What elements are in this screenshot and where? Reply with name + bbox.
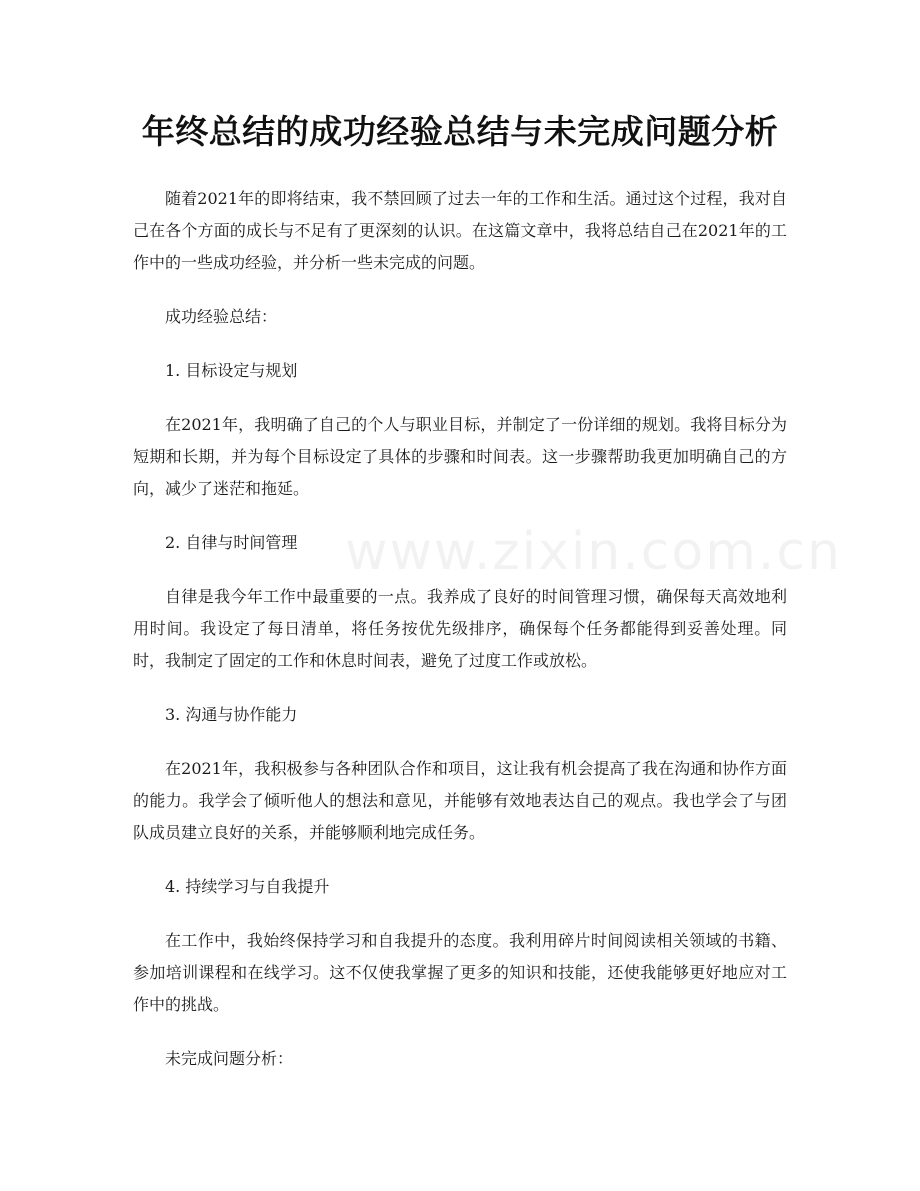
intro-paragraph: 随着2021年的即将结束，我不禁回顾了过去一年的工作和生活。通过这个过程，我对自己在各个方面的成长与不足有了更深刻的认识。在这篇文章中，我将总结自己在2021年的工作中的一些成功经验，并分析一些未完成的问题。: [133, 189, 787, 272]
paragraph-goal-setting: 在2021年，我明确了自己的个人与职业目标，并制定了一份详细的规划。我将目标分为短期和长期，并为每个目标设定了具体的步骤和时间表。这一步骤帮助我更加明确自己的方向，减少了迷茫和拖延。: [133, 415, 787, 498]
section-heading-success: 成功经验总结：: [165, 307, 278, 326]
subheading-self-discipline: 2. 自律与时间管理: [165, 533, 298, 552]
section-heading-unfinished: 未完成问题分析：: [165, 1049, 294, 1068]
paragraph-communication: 在2021年，我积极参与各种团队合作和项目，这让我有机会提高了我在沟通和协作方面的能力。我学会了倾听他人的想法和意见，并能够有效地表达自己的观点。我也学会了与团队成员建立良好的关系，并能够顺利地完成任务。: [133, 759, 787, 842]
subheading-goal-setting: 1. 目标设定与规划: [165, 361, 298, 380]
paragraph-self-discipline: 自律是我今年工作中最重要的一点。我养成了良好的时间管理习惯，确保每天高效地利用时间。我设定了每日清单，将任务按优先级排序，确保每个任务都能得到妥善处理。同时，我制定了固定的工作和休息时间表，避免了过度工作或放松。: [133, 587, 787, 670]
subheading-communication: 3. 沟通与协作能力: [165, 705, 298, 724]
subheading-continuous-learning: 4. 持续学习与自我提升: [165, 877, 330, 896]
document-title: 年终总结的成功经验总结与未完成问题分析: [141, 112, 779, 151]
watermark-text: www.zixin.com.cn: [345, 522, 842, 582]
paragraph-continuous-learning: 在工作中，我始终保持学习和自我提升的态度。我利用碎片时间阅读相关领域的书籍、参加培训课程和在线学习。这不仅使我掌握了更多的知识和技能，还使我能够更好地应对工作中的挑战。: [133, 931, 787, 1014]
document-body: [133, 183, 787, 1075]
